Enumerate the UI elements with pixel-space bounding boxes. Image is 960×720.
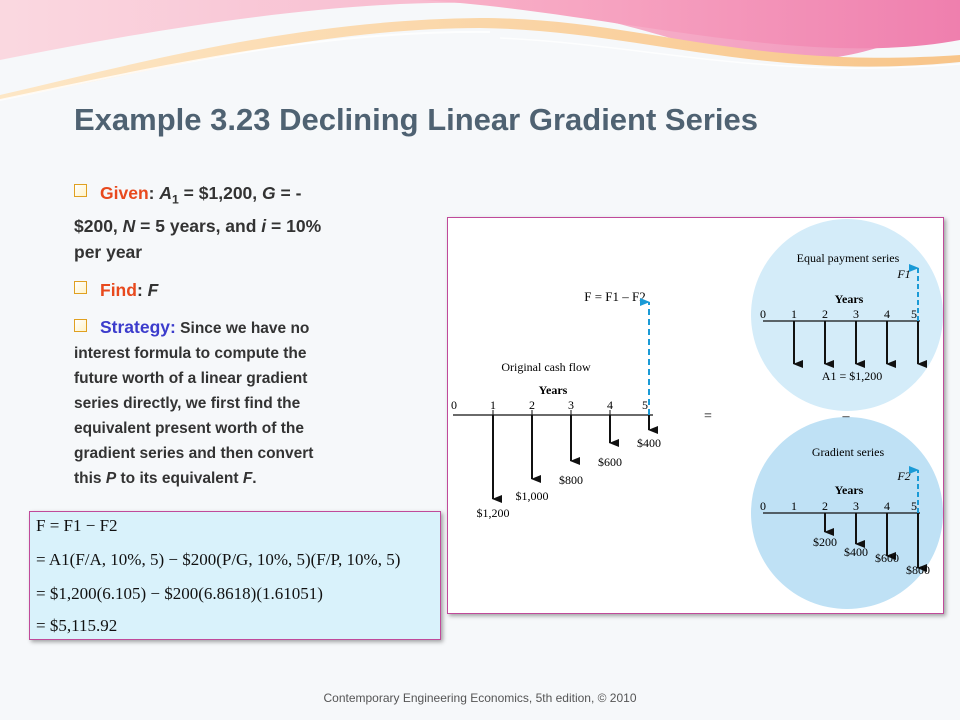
equal-series-tick-label: 2 — [822, 307, 828, 321]
minus-sign: – — [842, 409, 850, 424]
original-amount: $800 — [559, 473, 583, 487]
bullet-strategy: Strategy: Since we have no interest formula to compute the future worth of a linear gradient series directly, we first find the equivalent present worth of the gradient series and then convert this P to its equivalent F. — [74, 315, 374, 491]
given-label: Given — [100, 183, 149, 203]
original-amount: $600 — [598, 455, 622, 469]
gradient-amount: $800 — [906, 563, 930, 577]
strategy-line: equivalent present worth of the — [74, 419, 304, 437]
original-amount: $1,200 — [476, 506, 510, 520]
gradient-tick-label: 4 — [884, 499, 890, 513]
strategy-label: Strategy — [100, 316, 171, 337]
equal-series-title: Equal payment series — [796, 251, 900, 265]
footer-citation: Contemporary Engineering Economics, 5th edition, © 2010 — [323, 691, 637, 705]
gradient-amount: $200 — [813, 535, 837, 549]
equal-series-amount: A1 = $1,200 — [821, 369, 883, 383]
formula-line: = $1,200(6.105) − $200(6.8618)(1.61051) — [36, 584, 323, 603]
original-tick-label: 4 — [607, 398, 613, 412]
original-tick-label: 5 — [642, 398, 648, 412]
original-tick-label: 2 — [529, 398, 535, 412]
bullet-list — [74, 180, 374, 503]
years-label: Years — [538, 383, 568, 397]
equal-series-tick-label: 1 — [791, 307, 797, 321]
cash-flow-svg — [448, 218, 943, 613]
gradient-tick-label: 3 — [853, 499, 859, 513]
years-label: Years — [834, 483, 864, 497]
gradient-future: F2 — [897, 469, 911, 483]
equal-series-tick-label: 0 — [760, 307, 766, 321]
find-value: F — [147, 279, 159, 300]
original-amount: $400 — [637, 436, 661, 450]
original-tick-label: 1 — [490, 398, 496, 412]
header-decoration — [0, 0, 960, 110]
gradient-tick-label: 2 — [822, 499, 828, 513]
original-tick-label: 3 — [568, 398, 574, 412]
equals-sign: = — [704, 409, 712, 424]
equal-series-tick-label: 4 — [884, 307, 890, 321]
find-label: Find — [100, 279, 137, 300]
equal-series-tick-label: 3 — [853, 307, 859, 321]
equal-series-future: F1 — [897, 267, 911, 281]
years-label: Years — [834, 292, 864, 306]
gradient-amount: $600 — [875, 551, 899, 565]
gradient-tick-label: 0 — [760, 499, 766, 513]
bullet-given: Given: $A_1$ = $1,200, G = - $200, N = 5 years, and i = 10% per year — [74, 183, 322, 262]
strategy-line: series directly, we first find the — [74, 394, 301, 412]
formula-line: = A1(F/A, 10%, 5) − $200(P/G, 10%, 5)(F/P, 10%, 5) — [36, 550, 401, 569]
checkbox-bullet-icon — [74, 184, 87, 197]
slide-title: Example 3.23 Declining Linear Gradient Series — [74, 102, 758, 137]
strategy-line: this P to its equivalent F. — [74, 469, 257, 487]
checkbox-bullet-icon — [74, 319, 87, 332]
bullet-find: Find: F — [74, 277, 374, 303]
original-amount: $1,000 — [515, 489, 549, 503]
formula-box — [29, 511, 441, 640]
gradient-tick-label: 1 — [791, 499, 797, 513]
strategy-line: interest formula to compute the — [74, 344, 307, 362]
original-title: Original cash flow — [501, 360, 591, 374]
cash-flow-diagram — [447, 217, 944, 614]
gradient-amount: $400 — [844, 545, 868, 559]
equation-label: F = F1 – F2 — [584, 289, 646, 304]
formula-line: = $5,115.92 — [36, 616, 118, 635]
formula-line: F = F1 − F2 — [36, 516, 118, 535]
checkbox-bullet-icon — [74, 281, 87, 294]
gradient-tick-label: 5 — [911, 499, 917, 513]
original-tick-label: 0 — [451, 398, 457, 412]
equal-series-tick-label: 5 — [911, 307, 917, 321]
gradient-title: Gradient series — [811, 445, 885, 459]
strategy-line: gradient series and then convert — [74, 444, 314, 462]
strategy-line: future worth of a linear gradient — [74, 369, 308, 387]
